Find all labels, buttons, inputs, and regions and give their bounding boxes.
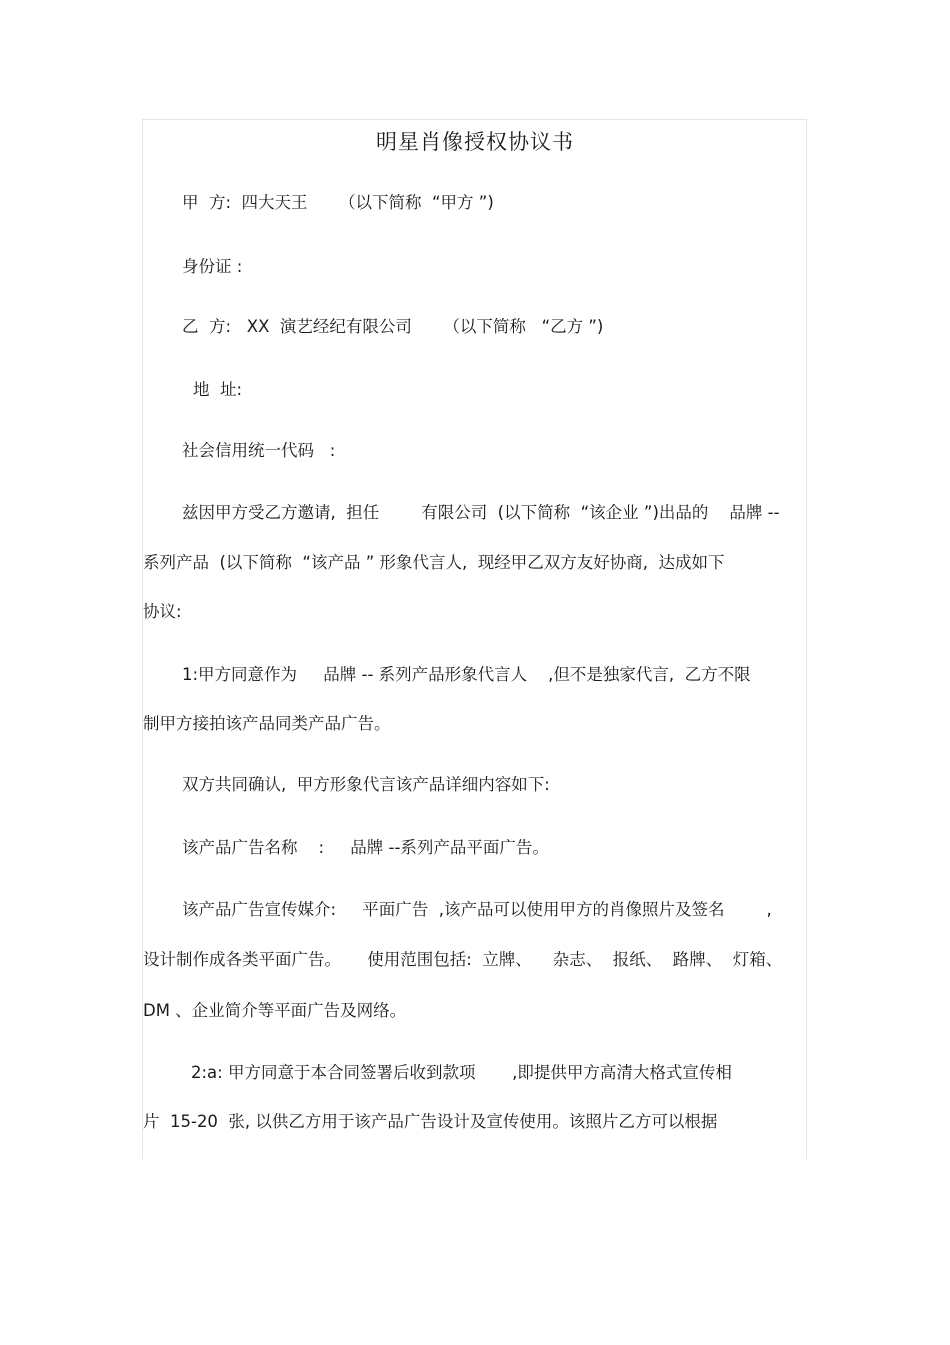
paragraph-line: 兹因甲方受乙方邀请, 担任 有限公司 (以下简称 “该企业 ”)出品的 品牌 -- (182, 503, 780, 522)
id-card-line: 身份证 : (182, 257, 243, 276)
document-title: 明星肖像授权协议书 (376, 130, 574, 154)
address-line: 地 址: (193, 380, 243, 399)
ad-media-line: 该产品广告宣传媒介: 平面广告 ,该产品可以使用甲方的肖像照片及签名 , (182, 900, 772, 919)
party-a-line: 甲 方: 四大天王 （以下简称 “甲方 ”) (182, 193, 494, 212)
clause-2a-line: 片 15-20 张, 以供乙方用于该产品广告设计及宣传使用。该照片乙方可以根据 (143, 1112, 718, 1131)
ad-name-line: 该产品广告名称 : 品牌 --系列产品平面广告。 (182, 838, 549, 857)
paragraph-line: 双方共同确认, 甲方形象代言该产品详细内容如下: (182, 775, 550, 794)
paragraph-line: 系列产品 (以下简称 “该产品 ” 形象代言人, 现经甲乙双方友好协商, 达成如下 (143, 553, 725, 572)
credit-code-line: 社会信用统一代码 : (182, 441, 336, 460)
clause-2a-line: 2:a: 甲方同意于本合同签署后收到款项 ,即提供甲方高清大格式宣传相 (191, 1063, 732, 1082)
clause-1-line: 制甲方接拍该产品同类产品广告。 (143, 714, 391, 733)
ad-media-line: DM 、企业简介等平面广告及网络。 (143, 1001, 407, 1020)
paragraph-line: 协议: (143, 602, 182, 621)
ad-media-line: 设计制作成各类平面广告。 使用范围包括: 立牌、 杂志、 报纸、 路牌、 灯箱、 (143, 950, 783, 969)
party-b-line: 乙 方: XX 演艺经纪有限公司 （以下简称 “乙方 ”) (182, 317, 604, 336)
clause-1-line: 1:甲方同意作为 品牌 -- 系列产品形象代言人 ,但不是独家代言, 乙方不限 (182, 665, 751, 684)
